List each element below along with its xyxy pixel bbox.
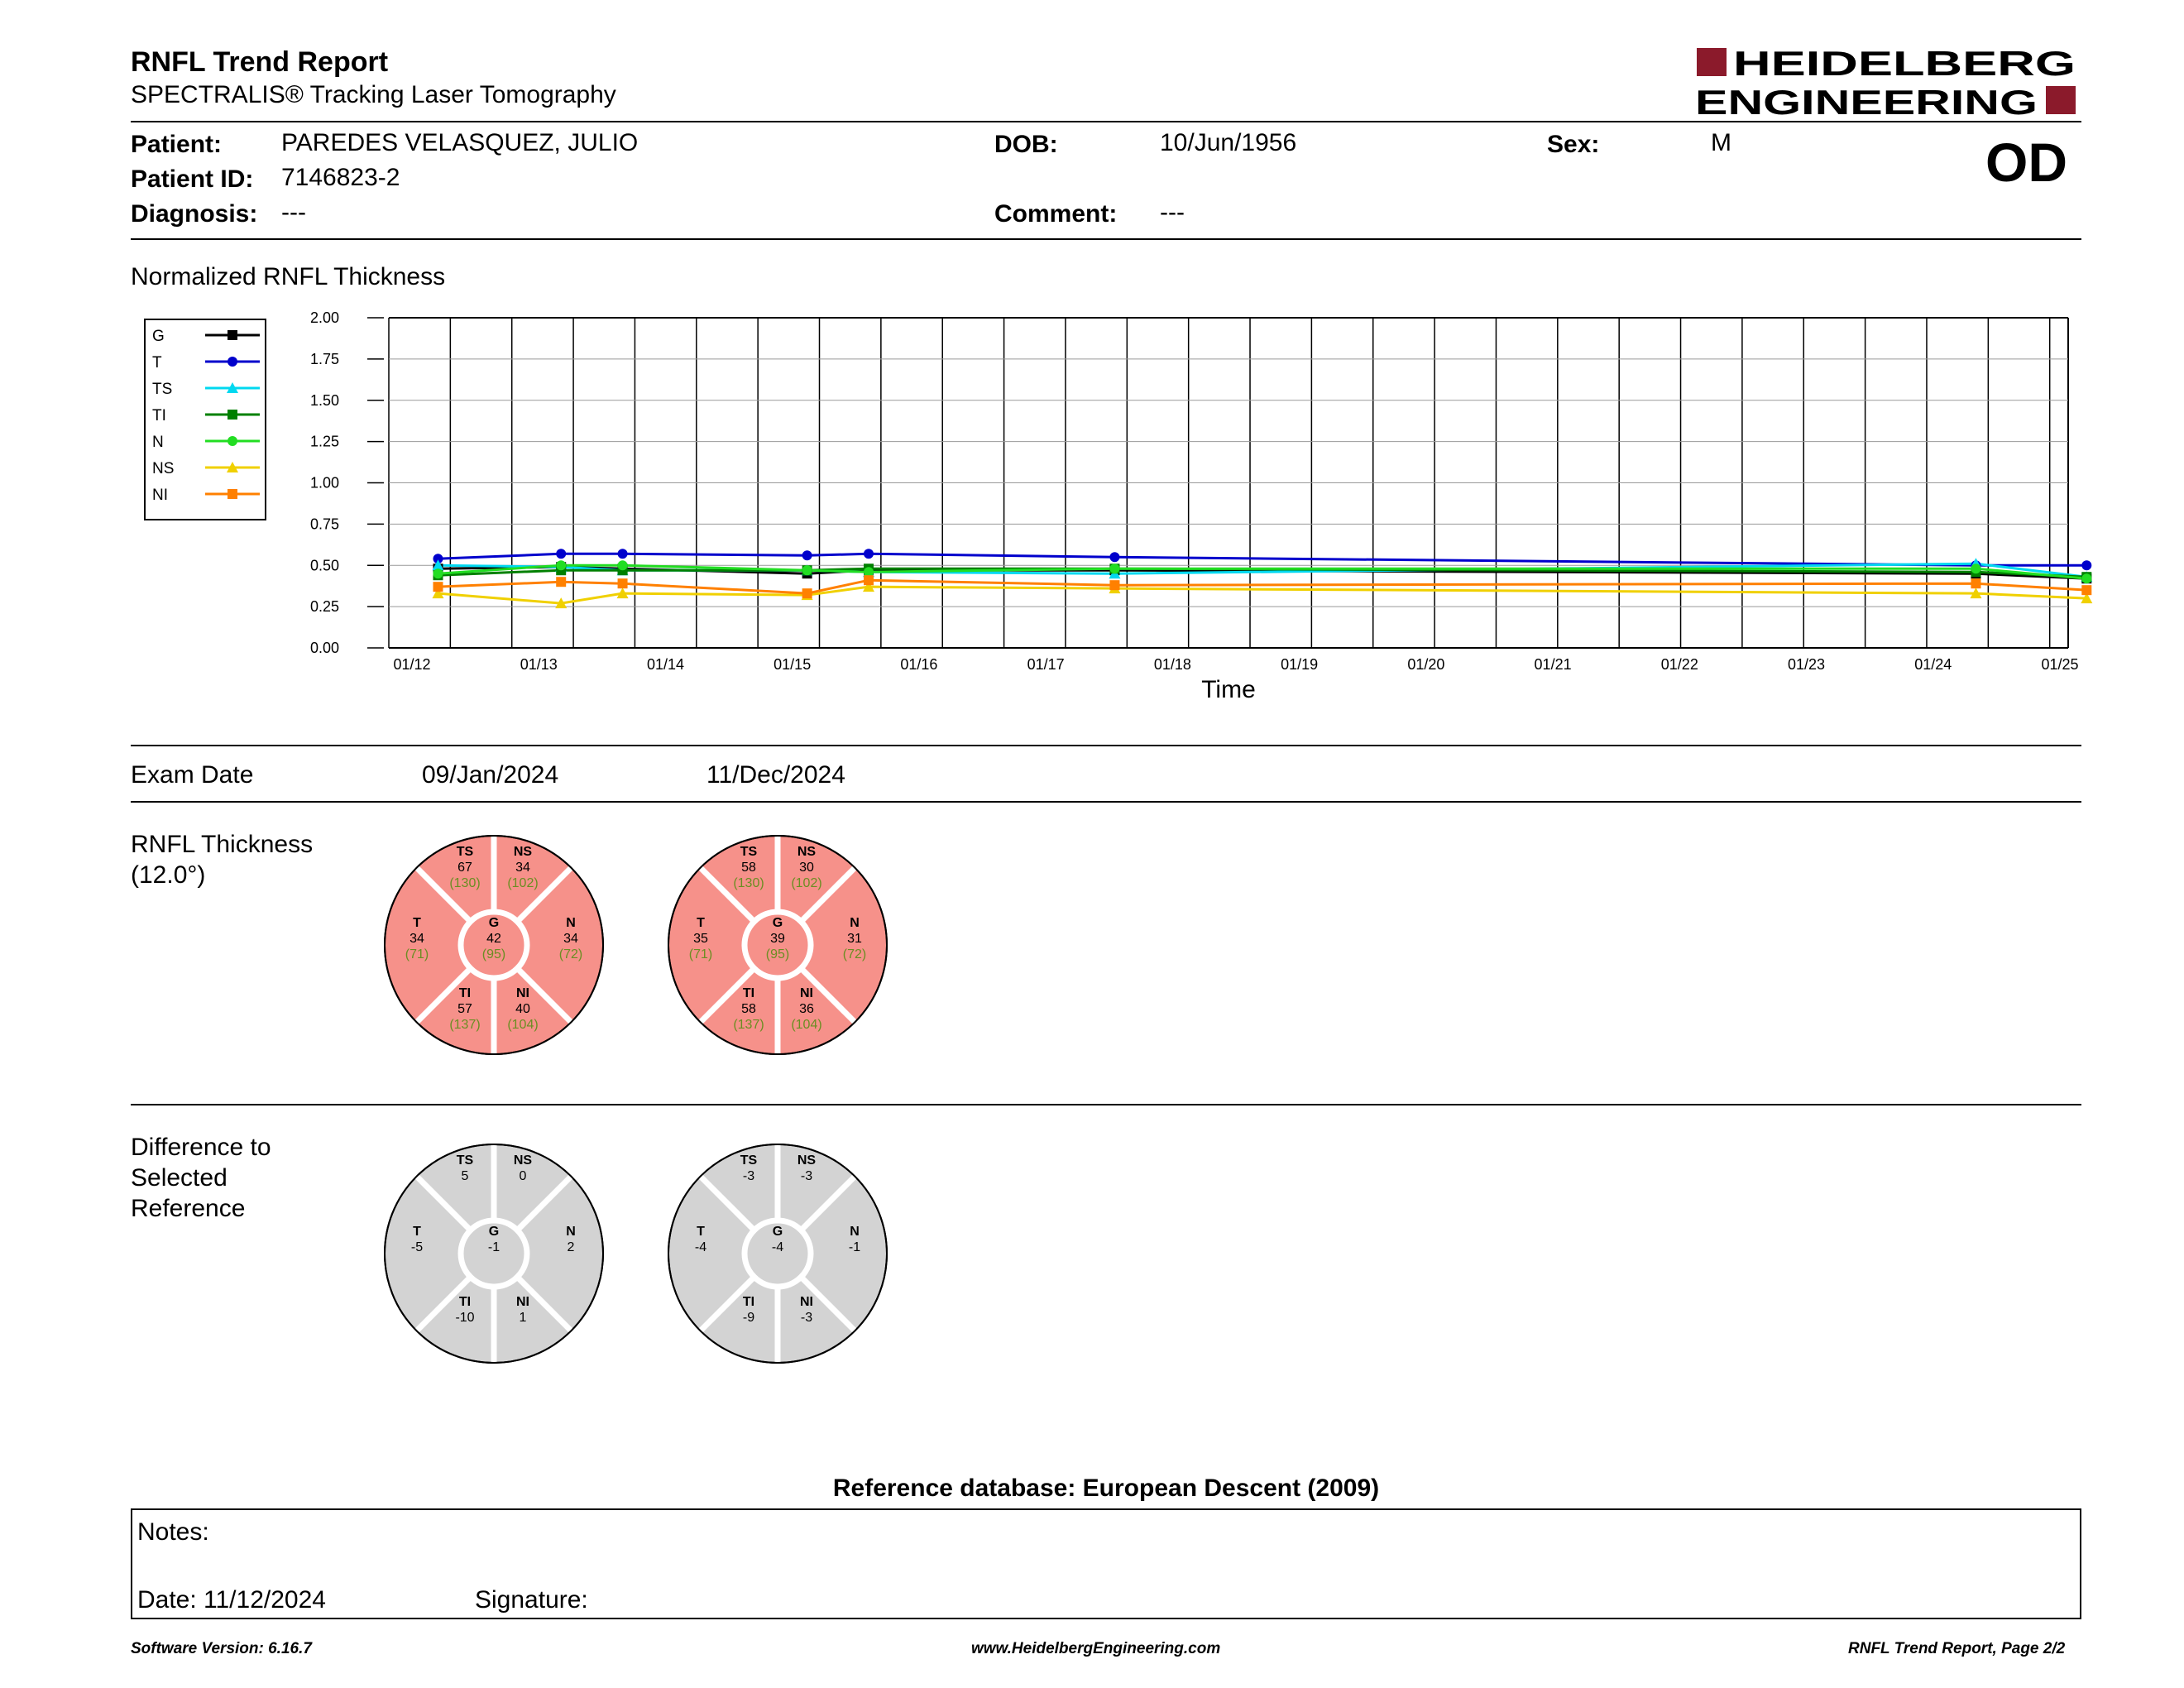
sector-ref-ts: (130) xyxy=(733,876,764,890)
sector-name-ns: NS xyxy=(797,845,817,859)
sector-value-g: -1 xyxy=(487,1240,500,1254)
y-tick-label: 1.50 xyxy=(309,391,339,409)
sector-value-t: -4 xyxy=(694,1240,707,1254)
sector-value-ts: -3 xyxy=(742,1169,755,1183)
sector-name-ts: TS xyxy=(456,845,474,859)
report-subtitle: SPECTRALIS® Tracking Laser Tomography xyxy=(131,81,616,108)
y-tick-label: 0.00 xyxy=(309,640,339,656)
y-tick-label: 1.25 xyxy=(309,433,339,450)
report-title: RNFL Trend Report xyxy=(131,46,389,78)
sector-ref-ti: (137) xyxy=(449,1018,481,1032)
sector-name-g: G xyxy=(772,916,783,930)
patient-id: 7146823-2 xyxy=(281,164,400,191)
notes-signature: Signature: xyxy=(475,1586,588,1614)
sector-name-n: N xyxy=(850,916,860,930)
sector-name-ni: NI xyxy=(516,1295,529,1309)
comment-value: --- xyxy=(1160,199,1185,226)
sector-name-t: T xyxy=(413,1225,421,1239)
sector-name-ts: TS xyxy=(456,1153,474,1168)
sex-value: M xyxy=(1711,129,1731,156)
thickness-title-line1: RNFL Thickness xyxy=(131,831,314,858)
sector-name-ns: NS xyxy=(797,1153,817,1168)
eye-badge: OD xyxy=(1985,132,2067,193)
sector-value-ts: 58 xyxy=(741,861,756,875)
diagnosis-value: --- xyxy=(281,199,306,226)
dob-label: DOB: xyxy=(994,131,1058,158)
x-tick-label: 01/23 xyxy=(1788,656,1826,673)
thickness-title-line2: (12.0°) xyxy=(131,861,206,889)
sex-label: Sex: xyxy=(1547,131,1600,158)
sector-ref-g: (95) xyxy=(765,947,790,961)
notes-date: Date: 11/12/2024 xyxy=(137,1586,326,1614)
sector-ref-ni: (104) xyxy=(791,1018,822,1032)
legend-label-ni: NI xyxy=(152,487,168,504)
sector-name-t: T xyxy=(697,1225,705,1239)
website: www.HeidelbergEngineering.com xyxy=(971,1640,1221,1657)
sector-value-ti: -9 xyxy=(742,1311,755,1325)
sector-value-ti: 58 xyxy=(741,1002,756,1016)
sector-name-n: N xyxy=(566,1225,576,1239)
diagnosis-label: Diagnosis: xyxy=(131,200,258,228)
exam-date-2: 11/Dec/2024 xyxy=(706,761,845,789)
sector-value-ns: 30 xyxy=(799,861,814,875)
x-tick-label: 01/14 xyxy=(646,656,684,673)
x-tick-label: 01/20 xyxy=(1407,656,1445,673)
sector-ref-n: (72) xyxy=(842,947,867,961)
sector-name-ns: NS xyxy=(513,845,533,859)
comment-label: Comment: xyxy=(994,200,1118,228)
sector-ref-ns: (102) xyxy=(791,876,822,890)
sector-value-ts: 5 xyxy=(461,1169,469,1183)
sector-name-ts: TS xyxy=(740,845,758,859)
sector-value-ni: 1 xyxy=(519,1311,527,1325)
patient-label: Patient: xyxy=(131,131,223,158)
x-tick-label: 01/12 xyxy=(393,656,431,673)
sector-ref-n: (72) xyxy=(558,947,583,961)
dob-value: 10/Jun/1956 xyxy=(1160,129,1297,156)
sector-value-g: 42 xyxy=(486,932,501,946)
sector-value-ni: -3 xyxy=(800,1311,813,1325)
exam-date-1: 09/Jan/2024 xyxy=(422,761,559,789)
sector-value-ns: 34 xyxy=(515,861,530,875)
legend-label-ns: NS xyxy=(152,460,175,477)
sector-value-ni: 40 xyxy=(515,1002,530,1016)
sector-name-ti: TI xyxy=(458,986,472,1000)
legend-label-n: N xyxy=(152,434,164,451)
patient-name: PAREDES VELASQUEZ, JULIO xyxy=(281,129,639,156)
sector-name-t: T xyxy=(413,916,421,930)
sector-name-n: N xyxy=(850,1225,860,1239)
y-tick-label: 2.00 xyxy=(309,309,339,326)
sector-value-n: 2 xyxy=(567,1240,575,1254)
x-tick-label: 01/17 xyxy=(1027,656,1065,673)
difference-title-line3: Reference xyxy=(131,1195,246,1222)
sector-value-ni: 36 xyxy=(799,1002,814,1016)
x-tick-label: 01/25 xyxy=(2041,656,2079,673)
sector-name-ti: TI xyxy=(458,1295,472,1309)
sector-ref-t: (71) xyxy=(405,947,429,961)
x-tick-label: 01/18 xyxy=(1153,656,1191,673)
notes-box xyxy=(131,1508,2081,1619)
chart-title: Normalized RNFL Thickness xyxy=(131,263,446,290)
sector-value-ts: 67 xyxy=(457,861,472,875)
sector-value-n: -1 xyxy=(848,1240,861,1254)
x-tick-label: 01/16 xyxy=(900,656,938,673)
sector-ref-ts: (130) xyxy=(449,876,481,890)
y-tick-label: 1.00 xyxy=(309,474,339,492)
sector-value-ti: -10 xyxy=(455,1311,475,1325)
x-tick-label: 01/24 xyxy=(1914,656,1952,673)
logo-line2: ENGINEERING xyxy=(1695,83,2038,119)
sector-value-t: 35 xyxy=(693,932,708,946)
sector-name-ni: NI xyxy=(800,1295,813,1309)
x-tick-label: 01/22 xyxy=(1660,656,1698,673)
sector-value-ti: 57 xyxy=(457,1002,472,1016)
sector-ref-ni: (104) xyxy=(507,1018,539,1032)
sector-value-ns: -3 xyxy=(800,1169,813,1183)
sector-name-ts: TS xyxy=(740,1153,758,1168)
difference-title-line1: Difference to xyxy=(131,1134,271,1161)
sector-value-ns: 0 xyxy=(519,1169,527,1183)
sector-name-g: G xyxy=(772,1225,783,1239)
sector-ref-ns: (102) xyxy=(507,876,539,890)
sector-value-t: 34 xyxy=(410,932,424,946)
sector-ref-ti: (137) xyxy=(733,1018,764,1032)
patient-id-label: Patient ID: xyxy=(131,165,254,193)
y-tick-label: 0.25 xyxy=(309,598,339,616)
sector-name-t: T xyxy=(697,916,705,930)
x-tick-label: 01/21 xyxy=(1534,656,1572,673)
legend-label-g: G xyxy=(152,328,165,345)
sector-name-ni: NI xyxy=(800,986,813,1000)
logo-line1: HEIDELBERG xyxy=(1733,44,2076,83)
sector-value-n: 34 xyxy=(563,932,578,946)
sector-name-g: G xyxy=(488,916,500,930)
x-axis-label: Time xyxy=(1201,676,1256,703)
x-tick-label: 01/13 xyxy=(520,656,558,673)
y-tick-label: 0.50 xyxy=(309,557,339,574)
sector-name-ti: TI xyxy=(742,986,755,1000)
y-tick-label: 1.75 xyxy=(309,350,339,367)
exam-date-label: Exam Date xyxy=(131,761,254,789)
sector-ref-g: (95) xyxy=(481,947,506,961)
x-tick-label: 01/19 xyxy=(1281,656,1319,673)
difference-title-line2: Selected xyxy=(131,1164,228,1192)
page-number: RNFL Trend Report, Page 2/2 xyxy=(1848,1640,2066,1657)
notes-label: Notes: xyxy=(137,1518,209,1546)
sector-name-ni: NI xyxy=(516,986,529,1000)
sector-name-ns: NS xyxy=(513,1153,533,1168)
sector-name-g: G xyxy=(488,1225,500,1239)
sector-name-ti: TI xyxy=(742,1295,755,1309)
sector-value-g: 39 xyxy=(770,932,785,946)
legend-label-ts: TS xyxy=(152,381,173,398)
software-version: Software Version: 6.16.7 xyxy=(131,1640,312,1657)
sector-name-n: N xyxy=(566,916,576,930)
y-tick-label: 0.75 xyxy=(309,516,339,533)
sector-value-t: -5 xyxy=(410,1240,424,1254)
sector-value-g: -4 xyxy=(771,1240,784,1254)
x-tick-label: 01/15 xyxy=(774,656,812,673)
sector-ref-t: (71) xyxy=(688,947,713,961)
legend-label-t: T xyxy=(152,354,162,372)
reference-database: Reference database: European Descent (2009) xyxy=(832,1475,1380,1502)
legend-label-ti: TI xyxy=(152,407,166,424)
sector-value-n: 31 xyxy=(847,932,862,946)
